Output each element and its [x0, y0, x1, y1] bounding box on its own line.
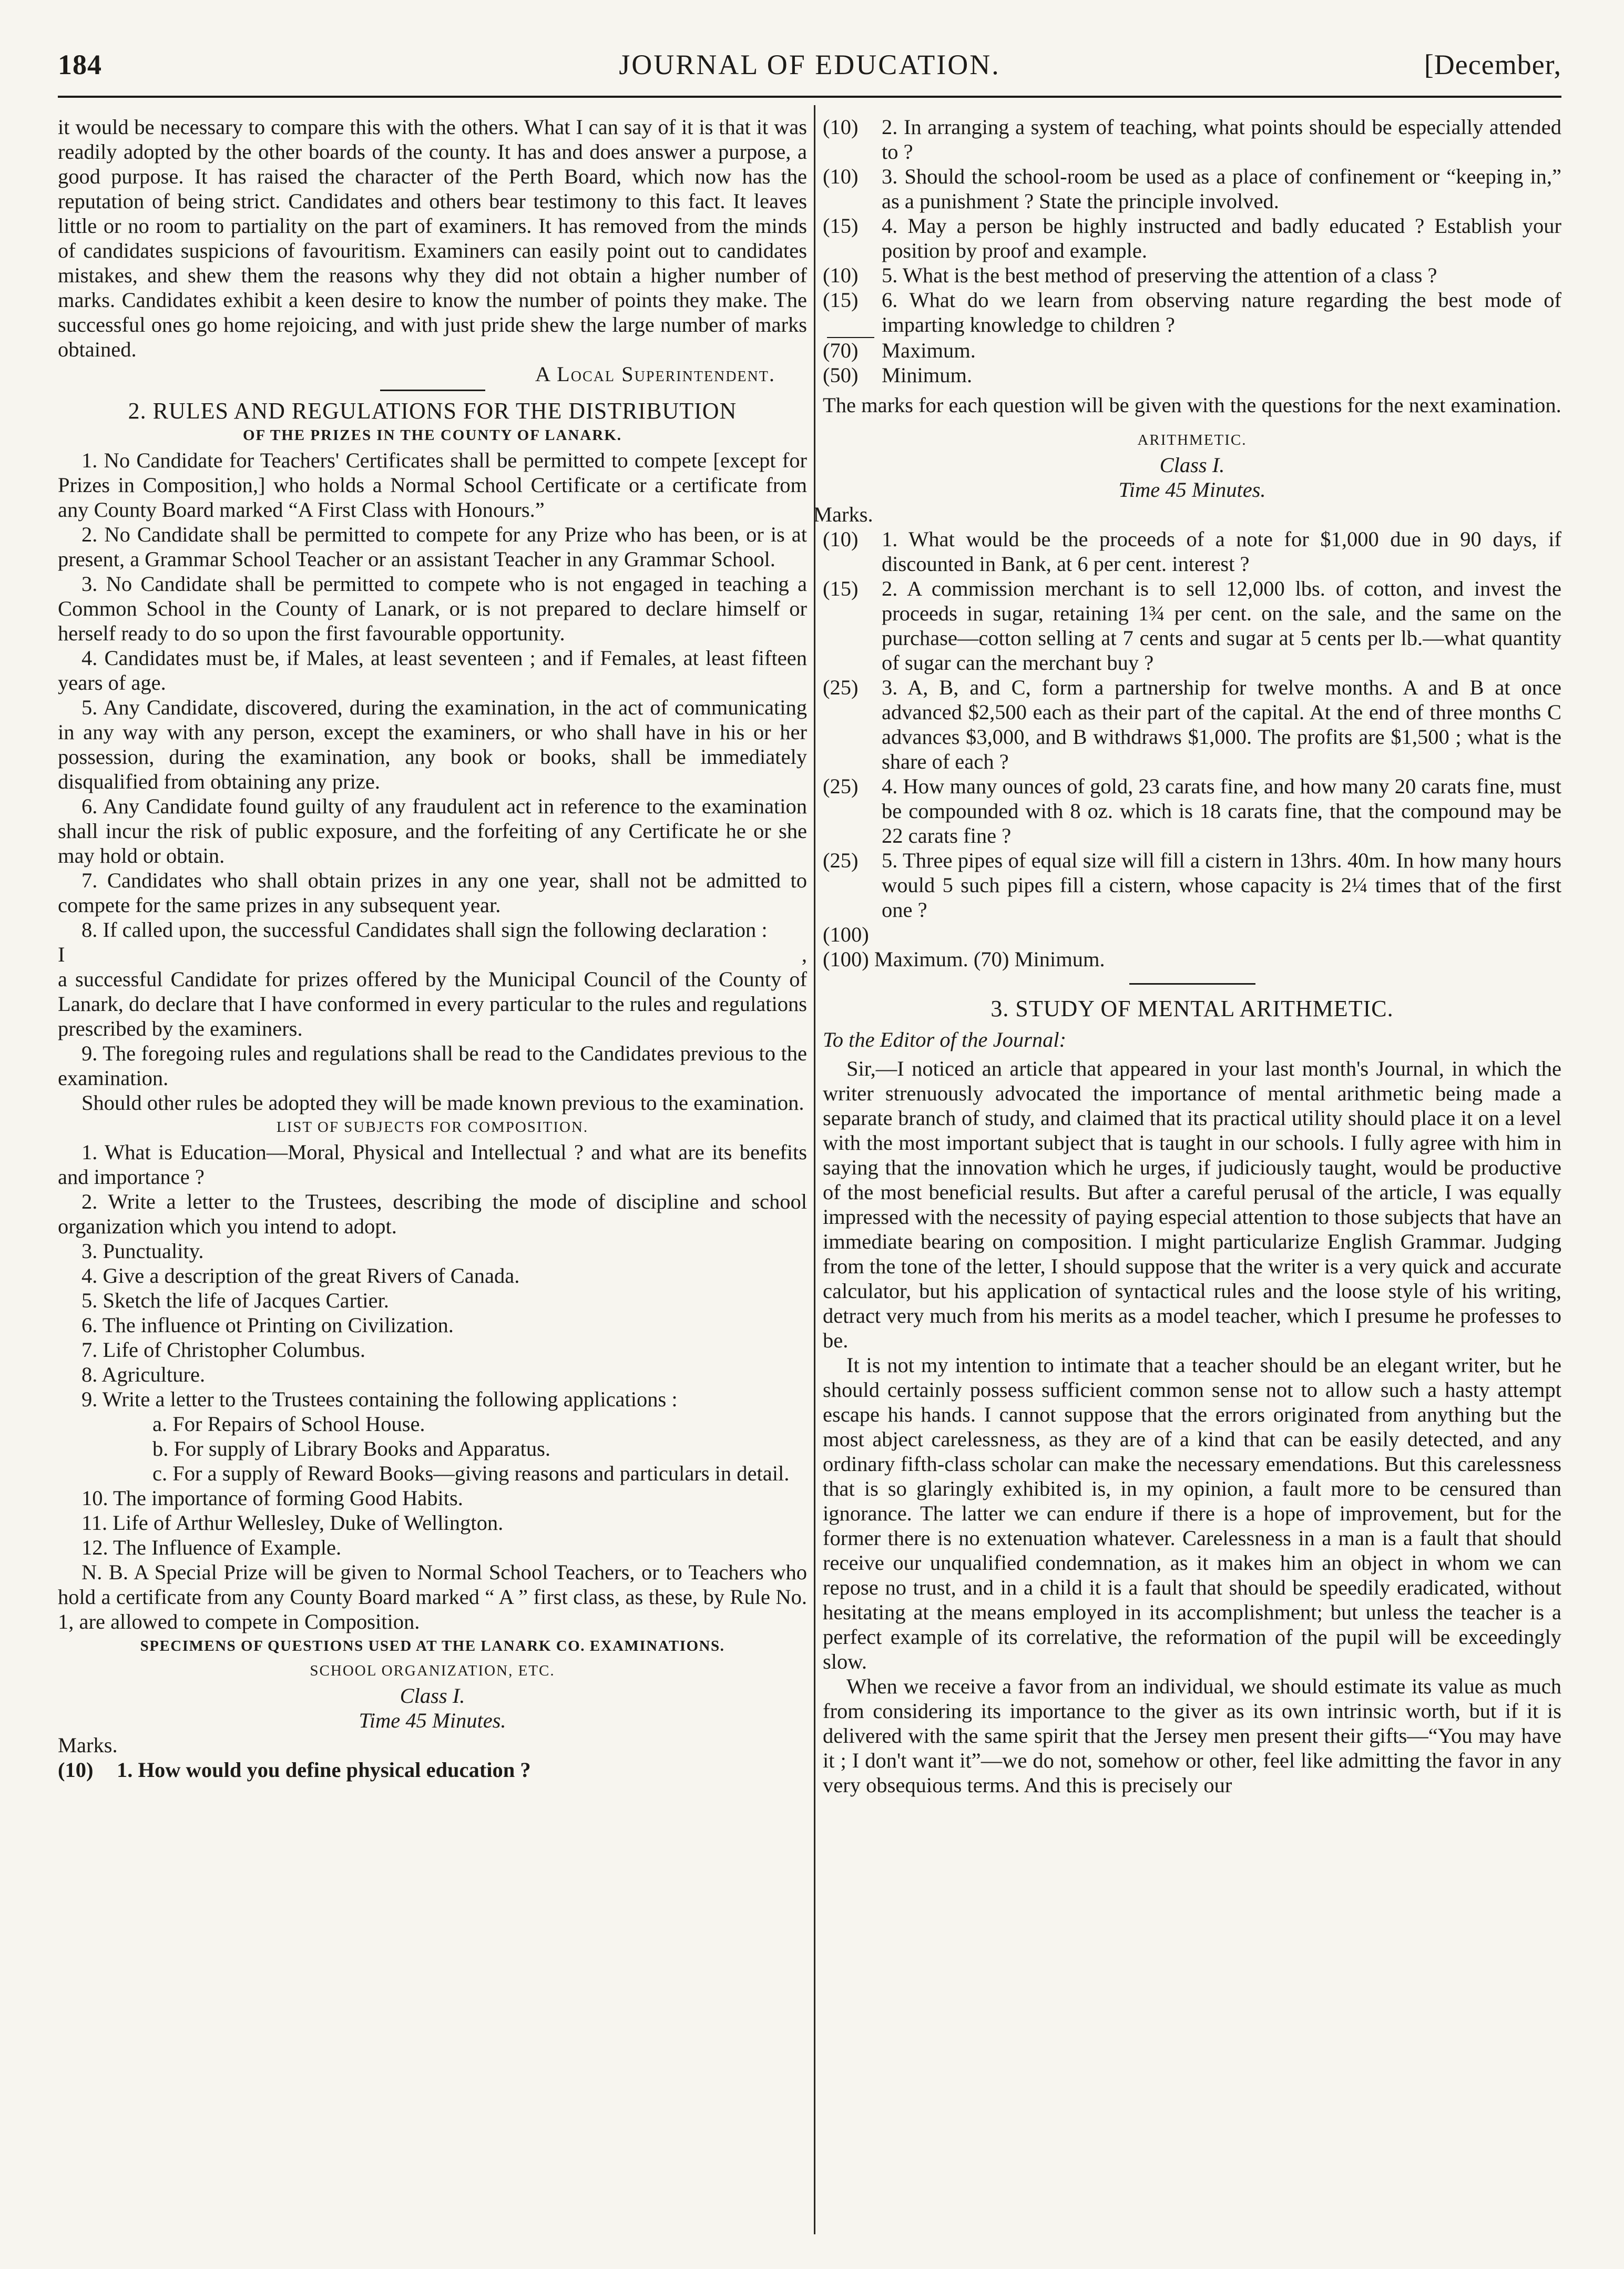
- org-maximum: [823, 338, 1561, 363]
- org-question-4: [823, 213, 1561, 263]
- composition-1: 1. What is Education—Moral, Physical and Intellectual ? and what are its benefits and importance ?: [58, 1140, 807, 1189]
- rule-7: 7. Candidates who shall obtain prizes in any one year, shall not be admitted to compete for the same prizes in any subsequent year.: [58, 868, 807, 917]
- composition-5: 5. Sketch the life of Jacques Cartier.: [81, 1289, 389, 1312]
- page-number: 184: [58, 49, 102, 80]
- question-mark: (25): [823, 849, 859, 872]
- question-mark: (15): [823, 577, 859, 600]
- journal-title: JOURNAL OF EDUCATION.: [619, 49, 1000, 80]
- rule-3: 3. No Candidate shall be permitted to compete who is not engaged in teaching a Common School in the County of Lanark, or is not prepared to declare himself or herself ready to do so upon the first favourable opportunity.: [58, 572, 807, 645]
- nb-paragraph: N. B. A Special Prize will be given to Normal School Teachers, or to Teachers who hold a certificate from any County Board marked “ A ” first class, as these, by Rule No. 1, are allowed to compete in Composition.: [58, 1560, 807, 1633]
- section-rule: [380, 390, 485, 391]
- signature: A Local Superintendent.: [535, 362, 775, 386]
- question-text: 5. Three pipes of equal size will fill a cistern in 13hrs. 40m. In how many hours would 5 such pipes fill a cistern, whose capacity is 2¼ times that of the first one ?: [882, 849, 1561, 922]
- rules-heading: 2. RULES AND REGULATIONS FOR THE DISTRIBUTION: [128, 398, 737, 424]
- header-rule: [58, 96, 1561, 98]
- declaration-i: I: [58, 943, 65, 966]
- question-text: 2. A commission merchant is to sell 12,000 lbs. of cotton, and invest the proceeds in sugar, retaining 1¾ per cent. on the sale, and the same on the purchase—cotton selling at 7 cents and sugar at 5 cents per lb.—what quantity of sugar can the merchant buy ?: [882, 577, 1561, 674]
- arith-summary: (100) Maximum. (70) Minimum.: [823, 947, 1105, 971]
- rule-1: 1. No Candidate for Teachers' Certificates shall be permitted to compete [except for Prizes in Composition,] who holds a Normal School Certificate or a certificate from any County Board marked “A First Class with Honours.”: [58, 448, 807, 522]
- rule-6: 6. Any Candidate found guilty of any fraudulent act in reference to the examination shall incur the risk of public exposure, and the forfeiting of any Certificate he or she may hold or obtain.: [58, 794, 807, 867]
- column-divider: [814, 105, 815, 2234]
- question-text: 1. How would you define physical education ?: [117, 1758, 531, 1782]
- arith-question-2: [823, 576, 1561, 675]
- min-mark: (50): [823, 363, 859, 387]
- arith-question-5: [823, 848, 1561, 922]
- right-column: [813, 115, 1561, 1797]
- rule-4: 4. Candidates must be, if Males, at least seventeen ; and if Females, at least fifteen years of age.: [58, 646, 807, 694]
- composition-6: 6. The influence ot Printing on Civilization.: [81, 1313, 454, 1337]
- time-label: Time 45 Minutes.: [359, 1709, 506, 1732]
- composition-9c: c. For a supply of Reward Books—giving reasons and particulars in detail.: [152, 1461, 790, 1485]
- arith-time-label: Time 45 Minutes.: [1118, 478, 1266, 502]
- salutation: To the Editor of the Journal:: [823, 1028, 1067, 1051]
- arith-marks-label: Marks.: [813, 503, 873, 526]
- org-question-2: [823, 115, 1561, 164]
- arithmetic-heading: ARITHMETIC.: [1137, 432, 1247, 448]
- declaration-comma: ,: [801, 943, 807, 966]
- composition-9a: a. For Repairs of School House.: [152, 1412, 425, 1436]
- rule-2: 2. No Candidate shall be permitted to compete for any Prize who has been, or is at present, a Grammar School Teacher or an assistant Teacher in any Grammar School.: [58, 523, 807, 571]
- letter-paragraph-1: Sir,—I noticed an article that appeared in your last month's Journal, in which the writer strenuously advocated the importance of mental arithmetic being made a separate branch of study, and claimed that its practical utility should place it on a level with the most important subject that is taught in our schools. I fully agree with him in saying that the innovation which he urges, if judiciously taught, would be productive of the most beneficial results. But after a careful perusal of the article, I was equally impressed with the necessity of paying especial attention to those subjects that have an immediate bearing on composition. I might particularize English Grammar. Judging from the tone of the letter, I should suppose that the writer is a very quick and accurate calculator, but his application of syntactical rules and the loose style of his writing, detract very much from his merits as a model teacher, which I presume he professes to be.: [823, 1057, 1561, 1352]
- question-mark: (10): [58, 1758, 94, 1782]
- composition-9b: b. For supply of Library Books and Apparatus.: [152, 1437, 551, 1460]
- question-mark: (10): [823, 527, 859, 551]
- max-label: Maximum.: [882, 339, 976, 362]
- composition-4: 4. Give a description of the great Rivers of Canada.: [81, 1264, 520, 1287]
- org-question-5: [823, 263, 1561, 288]
- rule-8: 8. If called upon, the successful Candidates shall sign the following declaration :: [81, 918, 768, 942]
- left-column: [58, 115, 807, 1782]
- question-text: 4. How many ounces of gold, 23 carats fine, and how many 20 carats fine, must be compounded with 8 oz. which is 18 carats fine, that the compound may be 22 carats fine ?: [882, 774, 1561, 847]
- question-mark: (25): [823, 774, 859, 798]
- composition-11: 11. Life of Arthur Wellesley, Duke of Wellington.: [81, 1511, 504, 1535]
- question-mark: (10): [823, 263, 859, 287]
- composition-12: 12. The Influence of Example.: [81, 1536, 342, 1559]
- intro-paragraph: it would be necessary to compare this with the others. What I can say of it is that it was readily adopted by the other boards of the county. It has and does answer a purpose, a good purpose. It has raised the character of the Perth Board, which now has the reputation of being strict. Candidates and others bear testimony to this fact. It leaves little or no room to partiality on the part of examiners. It has removed from the minds of candidates suspicions of favouritism. Examiners can easily point out to candidates mistakes, and shew them the reasons why they did not obtain a higher number of marks. Candidates exhibit a keen desire to know the number of points they make. The successful ones go home rejoicing, and with just pride shew the large number of marks obtained.: [58, 115, 807, 361]
- arith-total-row: [823, 922, 1561, 947]
- declaration-text: a successful Candidate for prizes offered by the Municipal Council of the County of Lanark, do declare that I have conformed in every particular to the rules and regulations prescribed by the examiners.: [58, 967, 807, 1040]
- question-text: 3. Should the school-room be used as a place of confinement or “keeping in,” as a punishment ? State the principle involved.: [882, 165, 1561, 213]
- class-label: Class I.: [400, 1684, 465, 1708]
- composition-2: 2. Write a letter to the Trustees, describing the mode of discipline and school organization which you intend to adopt.: [58, 1190, 807, 1238]
- other-rules-note: Should other rules be adopted they will be made known previous to the examination.: [81, 1091, 804, 1115]
- max-mark: (70): [823, 339, 859, 362]
- study-heading: 3. STUDY OF MENTAL ARITHMETIC.: [990, 996, 1394, 1021]
- composition-9: 9. Write a letter to the Trustees containing the following applications :: [81, 1387, 678, 1411]
- question-mark: (10): [823, 115, 859, 139]
- issue-month: [December,: [1424, 49, 1561, 80]
- composition-3: 3. Punctuality.: [81, 1239, 204, 1263]
- composition-heading: LIST OF SUBJECTS FOR COMPOSITION.: [276, 1119, 589, 1136]
- question-mark: (25): [823, 676, 859, 699]
- question-mark: (10): [823, 165, 859, 188]
- arith-class-label: Class I.: [1159, 453, 1225, 477]
- org-question-6: [823, 288, 1561, 337]
- letter-paragraph-3: When we receive a favor from an individual, we should estimate its value as much from considering its importance to the giver as its own intrinsic worth, but if it is delivered with the same spirit that the Jersey men present their gifts—“You may have it ; I don't want it”—we do not, somehow or other, feel like admitting the favor in any very obsequious terms. And this is precisely our: [823, 1674, 1561, 1797]
- composition-8: 8. Agriculture.: [81, 1363, 206, 1386]
- page-header: [58, 48, 1561, 90]
- question-text: 2. In arranging a system of teaching, what points should be especially attended to ?: [882, 115, 1561, 163]
- declaration-blank: [58, 942, 807, 967]
- section-rule: [1129, 983, 1255, 985]
- org-minimum: [823, 363, 1561, 387]
- question-mark: (15): [823, 214, 859, 238]
- question-mark: (15): [823, 288, 859, 312]
- org-question-3: [823, 164, 1561, 213]
- arith-question-3: [823, 675, 1561, 774]
- composition-7: 7. Life of Christopher Columbus.: [81, 1338, 365, 1362]
- arith-question-1: [823, 527, 1561, 576]
- question-text: 4. May a person be highly instructed and badly educated ? Establish your position by proof and example.: [882, 214, 1561, 262]
- marks-note: The marks for each question will be given with the questions for the next examination.: [823, 393, 1561, 417]
- question-text: 5. What is the best method of preserving the attention of a class ?: [882, 263, 1437, 287]
- rules-subheading: OF THE PRIZES IN THE COUNTY OF LANARK.: [242, 427, 622, 444]
- arith-question-4: [823, 774, 1561, 848]
- question-text: 6. What do we learn from observing nature regarding the best mode of imparting knowledge to children ?: [882, 288, 1561, 336]
- rule-9: 9. The foregoing rules and regulations shall be read to the Candidates previous to the examination.: [58, 1041, 807, 1090]
- letter-paragraph-2: It is not my intention to intimate that a teacher should be an elegant writer, but he should certainly possess sufficient common sense not to allow such a hasty attempt escape his hands. I cannot suppose that the errors originated from anything but the most abject carelessness, as they are of a kind that can be easily detected, and any ordinary fifth-class scholar can make the necessary emendations. But this carelessness that is so glaringly exhibited is, in my opinion, a fault more to be censured than ignorance. The latter we can endure if there is a hope of improvement, but for the former there is no extenuation whatever. Carelessness in a man is a fault that should receive our unqualified condemnation, as it makes him an object in whom we can repose no trust, and in a child it is a fault that should be speedily eradicated, without hesitating at the means employed in its accomplishment; but unless the teacher is a perfect example of its correlative, the reformation of the pupil will be exceedingly slow.: [823, 1353, 1561, 1673]
- school-org-heading: SCHOOL ORGANIZATION, ETC.: [310, 1662, 555, 1679]
- question-text: 1. What would be the proceeds of a note for $1,000 due in 90 days, if discounted in Bank, at 6 per cent. interest ?: [882, 527, 1561, 576]
- min-label: Minimum.: [882, 363, 973, 387]
- marks-label: Marks.: [58, 1733, 118, 1757]
- rule-5: 5. Any Candidate, discovered, during the examination, in the act of communicating in any way with any person, except the examiners, or who shall have in his or her possession, during the examination, any book or books, shall be immediately disqualified from obtaining any prize.: [58, 696, 807, 793]
- question-row: [58, 1757, 807, 1782]
- arith-total: (100): [823, 923, 869, 946]
- question-text: 3. A, B, and C, form a partnership for twelve months. A and B at once advanced $2,500 each as their part of the capital. At the end of three months C advances $3,000, and B withdraws $1,000. The profits are $1,500 ; what is the share of each ?: [882, 676, 1561, 773]
- composition-10: 10. The importance of forming Good Habits.: [81, 1486, 463, 1510]
- specimens-heading: SPECIMENS OF QUESTIONS USED AT THE LANARK CO. EXAMINATIONS.: [140, 1638, 725, 1654]
